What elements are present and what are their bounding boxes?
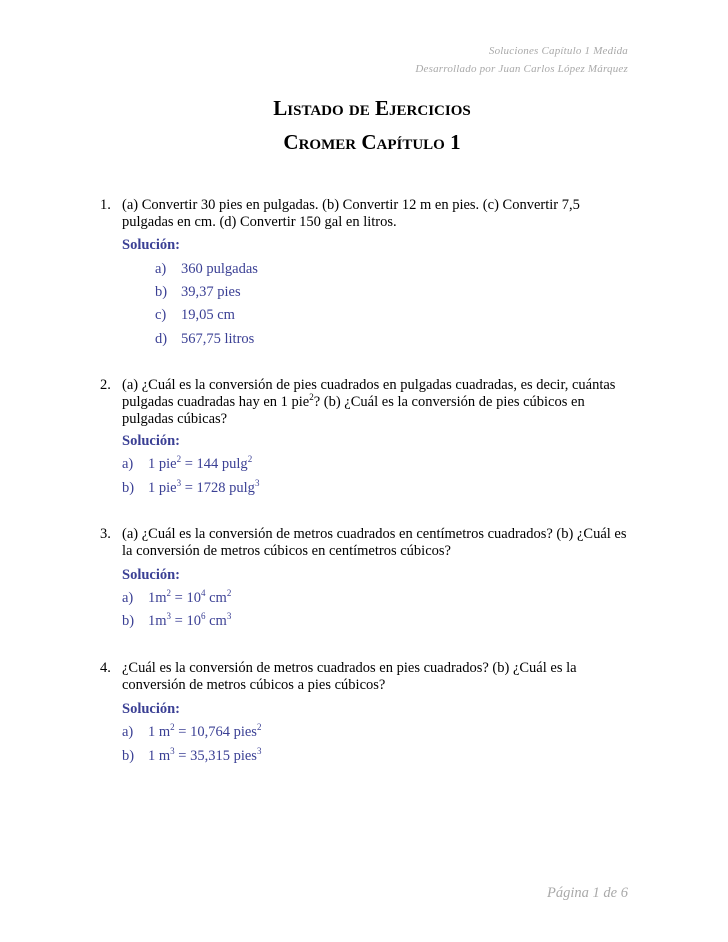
answer-text: cm (205, 590, 227, 606)
exercise-number: 1. (100, 197, 111, 213)
superscript: 3 (254, 478, 260, 488)
answer-text: 1 pie (148, 456, 177, 472)
answer-text: = 10,764 pies (174, 724, 257, 740)
answer-text: 39,37 pies (181, 284, 241, 300)
header-line-chapter: Soluciones Capítulo 1 Medida (488, 45, 628, 57)
answer-letter: a) (155, 261, 167, 277)
superscript: 2 (170, 722, 175, 732)
answer-item (122, 613, 231, 630)
exercise-text-line: (a) ¿Cuál es la conversión de pies cuadrados en pulgadas cuadradas, es decir, cuántas (122, 377, 616, 393)
text-part: pulgadas cuadradas hay en 1 pie (122, 394, 310, 410)
superscript: 2 (226, 588, 232, 598)
answer-letter: b) (122, 480, 135, 496)
answer-item (155, 284, 241, 301)
answer-letter: b) (155, 284, 168, 300)
superscript: 2 (176, 454, 182, 464)
header-line-author: Desarrollado por Juan Carlos López Márquez (415, 63, 628, 75)
answer-letter: a) (122, 456, 134, 472)
answer-item (155, 261, 258, 278)
page-header (415, 42, 628, 78)
answer-text: 1m (148, 590, 167, 606)
answer-text: 19,05 cm (181, 307, 235, 323)
answer-item (122, 748, 261, 765)
exercise-text-line: pulgadas en cm. (d) Convertir 150 gal en litros. (122, 214, 397, 230)
answer-text: = 1728 pulg (181, 480, 255, 496)
exercise-text-line (122, 394, 640, 411)
superscript: 3 (256, 746, 262, 756)
exercise-1 (100, 197, 640, 231)
superscript: 3 (226, 611, 232, 621)
answer-text: cm (205, 613, 227, 629)
document-subtitle: Cromer Capítulo 1 (283, 130, 461, 154)
answer-letter: a) (122, 724, 134, 740)
solution-label: Solución: (122, 701, 181, 717)
answer-item (122, 724, 261, 741)
answer-text: 1 pie (148, 480, 177, 496)
superscript: 2 (166, 588, 172, 598)
answer-item (122, 590, 231, 607)
exercise-2 (100, 377, 640, 428)
answer-text: = 144 pulg (181, 456, 248, 472)
answer-item (122, 456, 252, 473)
exercise-text-line: conversión de metros cúbicos a pies cúbicos? (122, 677, 386, 693)
answer-letter: a) (122, 590, 134, 606)
answer-text: 1 m (148, 748, 171, 764)
superscript: 3 (176, 478, 182, 488)
superscript: 4 (200, 588, 206, 598)
answer-text: 360 pulgadas (181, 261, 258, 277)
answer-item (155, 331, 254, 348)
page-number-footer: Página 1 de 6 (547, 885, 628, 901)
superscript: 6 (200, 611, 206, 621)
superscript: 3 (166, 611, 172, 621)
superscript: 3 (170, 746, 175, 756)
answer-text: 1 m (148, 724, 171, 740)
exercise-text-line: (a) ¿Cuál es la conversión de metros cuadrados en centímetros cuadrados? (b) ¿Cuál es (122, 526, 627, 542)
exercise-3 (100, 526, 640, 560)
answer-text: = 10 (171, 613, 201, 629)
solution-label: Solución: (122, 567, 181, 583)
answer-text: 567,75 litros (181, 331, 255, 347)
exercise-number: 4. (100, 660, 111, 676)
text-part: ? (b) ¿Cuál es la conversión de pies cúbicos en (313, 394, 585, 410)
solution-label: Solución: (122, 433, 181, 449)
answer-letter: b) (122, 748, 135, 764)
exercise-number: 2. (100, 377, 111, 393)
superscript: 2 (247, 454, 253, 464)
exercise-text-line: pulgadas cúbicas? (122, 411, 228, 427)
answer-text: 1m (148, 613, 167, 629)
answer-item (155, 307, 235, 324)
exercise-4 (100, 660, 640, 694)
superscript: 2 (309, 392, 314, 402)
superscript: 2 (256, 722, 262, 732)
exercise-text-line: (a) Convertir 30 pies en pulgadas. (b) Convertir 12 m en pies. (c) Convertir 7,5 (122, 197, 580, 213)
document-title: Listado de Ejercicios (273, 96, 471, 120)
answer-item (122, 480, 259, 497)
answer-letter: c) (155, 307, 167, 323)
solution-label: Solución: (122, 237, 181, 253)
answer-letter: b) (122, 613, 135, 629)
answer-text: = 35,315 pies (174, 748, 257, 764)
exercise-number: 3. (100, 526, 111, 542)
exercise-text-line: ¿Cuál es la conversión de metros cuadrados en pies cuadrados? (b) ¿Cuál es la (122, 660, 577, 676)
exercise-text-line: la conversión de metros cúbicos en centímetros cúbicos? (122, 543, 451, 559)
answer-text: = 10 (171, 590, 201, 606)
answer-letter: d) (155, 331, 168, 347)
